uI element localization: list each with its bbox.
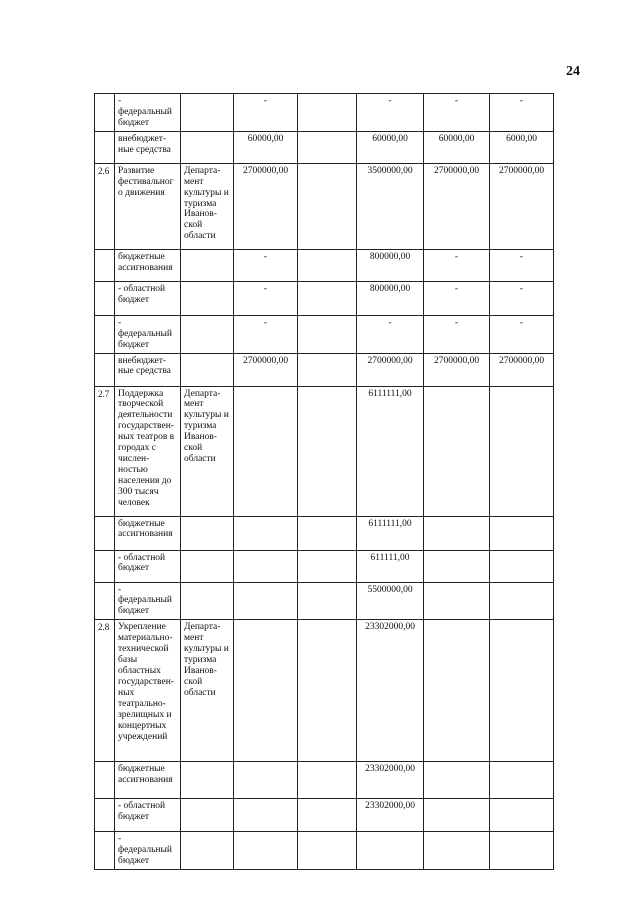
amount-cell: [298, 832, 357, 870]
measure-name-cell: бюджетные ассигнования: [115, 762, 181, 799]
amount-cell: [234, 582, 298, 620]
amount-cell: -: [234, 281, 298, 315]
amount-cell: [298, 163, 357, 249]
executor-cell: [181, 353, 234, 386]
table-row: [95, 315, 554, 353]
amount-cell: 23302000,00: [357, 620, 424, 762]
amount-cell: [298, 94, 357, 132]
amount-cell: -: [424, 315, 490, 353]
amount-cell: [234, 832, 298, 870]
executor-cell: Департа-мент культуры и туризма Иванов-ской области: [181, 386, 234, 516]
amount-cell: [298, 516, 357, 550]
executor-cell: [181, 131, 234, 163]
measure-name-cell: - областной бюджет: [115, 550, 181, 582]
amount-cell: [298, 762, 357, 799]
amount-cell: [234, 620, 298, 762]
executor-cell: [181, 799, 234, 832]
amount-cell: [298, 249, 357, 281]
row-number-cell: [95, 131, 115, 163]
row-number-cell: [95, 516, 115, 550]
amount-cell: [490, 386, 554, 516]
executor-cell: Департа-мент культуры и туризма Иванов-ской области: [181, 163, 234, 249]
amount-cell: [424, 516, 490, 550]
amount-cell: [234, 762, 298, 799]
amount-cell: 5500000,00: [357, 582, 424, 620]
amount-cell: [490, 550, 554, 582]
executor-cell: [181, 582, 234, 620]
table-row: [95, 353, 554, 386]
amount-cell: [298, 315, 357, 353]
amount-cell: [298, 386, 357, 516]
amount-cell: [234, 516, 298, 550]
measure-name-cell: - областной бюджет: [115, 799, 181, 832]
amount-cell: 611111,00: [357, 550, 424, 582]
amount-cell: 2700000,00: [490, 163, 554, 249]
measure-name-cell: - федеральный бюджет: [115, 94, 181, 132]
amount-cell: [424, 582, 490, 620]
amount-cell: 6000,00: [490, 131, 554, 163]
executor-cell: [181, 94, 234, 132]
amount-cell: [490, 832, 554, 870]
amount-cell: [298, 131, 357, 163]
table-row: [95, 281, 554, 315]
table-row: [95, 550, 554, 582]
amount-cell: [234, 386, 298, 516]
amount-cell: 2700000,00: [490, 353, 554, 386]
amount-cell: 800000,00: [357, 281, 424, 315]
table-row: [95, 131, 554, 163]
table-body: [95, 94, 554, 870]
amount-cell: -: [490, 249, 554, 281]
table-row: [95, 386, 554, 516]
page-number: 24: [566, 64, 580, 79]
amount-cell: -: [424, 249, 490, 281]
amount-cell: 60000,00: [424, 131, 490, 163]
amount-cell: [490, 516, 554, 550]
amount-cell: 23302000,00: [357, 799, 424, 832]
table-row: [95, 582, 554, 620]
row-number-cell: [95, 799, 115, 832]
amount-cell: -: [357, 94, 424, 132]
amount-cell: [298, 620, 357, 762]
amount-cell: [298, 582, 357, 620]
amount-cell: [234, 550, 298, 582]
row-number-cell: [95, 94, 115, 132]
executor-cell: [181, 315, 234, 353]
row-number-cell: 2.8: [95, 620, 115, 762]
executor-cell: [181, 281, 234, 315]
table-row: [95, 516, 554, 550]
table-row: [95, 94, 554, 132]
amount-cell: [490, 620, 554, 762]
amount-cell: -: [424, 281, 490, 315]
amount-cell: -: [234, 94, 298, 132]
measure-name-cell: Развитие фестивального движения: [115, 163, 181, 249]
row-number-cell: [95, 550, 115, 582]
measure-name-cell: - областной бюджет: [115, 281, 181, 315]
row-number-cell: [95, 315, 115, 353]
amount-cell: [234, 799, 298, 832]
table-row: [95, 762, 554, 799]
row-number-cell: [95, 582, 115, 620]
amount-cell: [490, 799, 554, 832]
amount-cell: [298, 799, 357, 832]
amount-cell: 60000,00: [357, 131, 424, 163]
executor-cell: [181, 832, 234, 870]
row-number-cell: 2.7: [95, 386, 115, 516]
amount-cell: 6111111,00: [357, 516, 424, 550]
measure-name-cell: бюджетные ассигнования: [115, 249, 181, 281]
measure-name-cell: Укрепление материально-технической базы областных государствен-ных театрально-зрелищных и концертных учреждений: [115, 620, 181, 762]
measure-name-cell: внебюджет-ные средства: [115, 353, 181, 386]
amount-cell: 6111111,00: [357, 386, 424, 516]
amount-cell: [424, 799, 490, 832]
executor-cell: [181, 516, 234, 550]
measure-name-cell: Поддержка творческой деятельности государствен-ных театров в городах с числен-ностью населения до 300 тысяч человек: [115, 386, 181, 516]
amount-cell: 800000,00: [357, 249, 424, 281]
table-row: [95, 832, 554, 870]
amount-cell: -: [234, 315, 298, 353]
executor-cell: [181, 762, 234, 799]
amount-cell: 3500000,00: [357, 163, 424, 249]
amount-cell: 60000,00: [234, 131, 298, 163]
measure-name-cell: внебюджет-ные средства: [115, 131, 181, 163]
executor-cell: [181, 550, 234, 582]
amount-cell: [490, 762, 554, 799]
measure-name-cell: - федеральный бюджет: [115, 315, 181, 353]
amount-cell: [424, 620, 490, 762]
amount-cell: [424, 386, 490, 516]
amount-cell: [298, 353, 357, 386]
executor-cell: [181, 249, 234, 281]
executor-cell: Департа-мент культуры и туризма Иванов-ской области: [181, 620, 234, 762]
table-row: [95, 620, 554, 762]
amount-cell: [298, 281, 357, 315]
table-row: [95, 163, 554, 249]
table-row: [95, 249, 554, 281]
row-number-cell: [95, 249, 115, 281]
row-number-cell: [95, 832, 115, 870]
row-number-cell: [95, 762, 115, 799]
amount-cell: -: [357, 315, 424, 353]
amount-cell: -: [490, 94, 554, 132]
amount-cell: [298, 550, 357, 582]
amount-cell: -: [490, 315, 554, 353]
measure-name-cell: - федеральный бюджет: [115, 832, 181, 870]
row-number-cell: [95, 281, 115, 315]
amount-cell: -: [424, 94, 490, 132]
amount-cell: 23302000,00: [357, 762, 424, 799]
amount-cell: 2700000,00: [424, 353, 490, 386]
amount-cell: [357, 832, 424, 870]
budget-table: [94, 93, 554, 870]
amount-cell: [424, 832, 490, 870]
amount-cell: 2700000,00: [424, 163, 490, 249]
amount-cell: [424, 762, 490, 799]
amount-cell: 2700000,00: [234, 163, 298, 249]
table-row: [95, 799, 554, 832]
amount-cell: 2700000,00: [357, 353, 424, 386]
measure-name-cell: - федеральный бюджет: [115, 582, 181, 620]
row-number-cell: 2.6: [95, 163, 115, 249]
amount-cell: 2700000,00: [234, 353, 298, 386]
amount-cell: [490, 582, 554, 620]
amount-cell: -: [234, 249, 298, 281]
amount-cell: [424, 550, 490, 582]
amount-cell: -: [490, 281, 554, 315]
row-number-cell: [95, 353, 115, 386]
measure-name-cell: бюджетные ассигнования: [115, 516, 181, 550]
